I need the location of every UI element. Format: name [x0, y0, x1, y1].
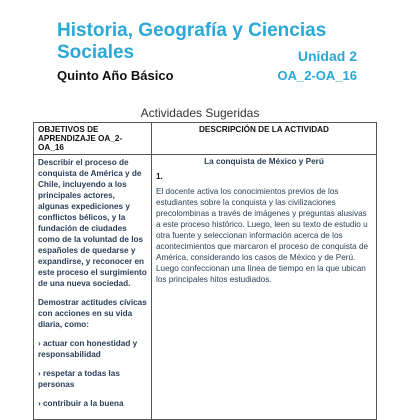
table-row: [34, 155, 377, 420]
activities-table: [33, 122, 377, 420]
grade-level: Quinto Año Básico: [57, 68, 174, 83]
document-title: Historia, Geografía y Ciencias Sociales: [57, 20, 327, 63]
objective-bullet: › contribuir a la buena: [38, 399, 124, 408]
page-header: [57, 20, 357, 83]
subtitle-row: [57, 68, 357, 83]
oa-range: OA_2-OA_16: [277, 68, 357, 83]
objectives-cell: [34, 155, 152, 420]
objective-text: Demostrar actitudes cívicas con acciones en su vida diaria, como:: [38, 298, 147, 329]
table-header-row: [34, 123, 377, 155]
activity-number: 1.: [156, 172, 163, 181]
objectives-header: OBJETIVOS DE APRENDIZAJE OA_2-OA_16: [34, 123, 152, 155]
objective-bullet: › actuar con honestidad y responsabilidad: [38, 339, 138, 359]
unit-label: Unidad 2: [297, 48, 357, 64]
objective-bullet: › respetar a todas las personas: [38, 369, 120, 389]
objective-text: Describir el proceso de conquista de América y de Chile, incluyendo a los principales actores, algunas expediciones y conflictos bélicos, y la fundación de ciudades como de la voluntad de los españoles de quedarse y expandirse, y reconocer en este proceso el surgimiento de una nueva sociedad.: [38, 158, 147, 288]
activity-title: La conquista de México y Perú: [204, 157, 324, 166]
activity-cell: [152, 155, 377, 420]
section-title: Actividades Sugeridas: [140, 106, 260, 120]
activity-description: El docente activa los conocimientos previos de los estudiantes sobre la conquista y las civilizaciones precolombinas a través de imágenes y preguntas alusivas a este proceso histórico. Luego, leen su texto de estudio u otra fuente y seleccionan información acerca de los acontecimientos que marcaron el proceso de conquista de América, considerando los casos de México y de Perú. Luego confeccionan una línea de tiempo en la que ubican los principales hitos estudiados.: [156, 187, 369, 284]
description-header: DESCRIPCIÓN DE LA ACTIVIDAD: [152, 123, 377, 155]
